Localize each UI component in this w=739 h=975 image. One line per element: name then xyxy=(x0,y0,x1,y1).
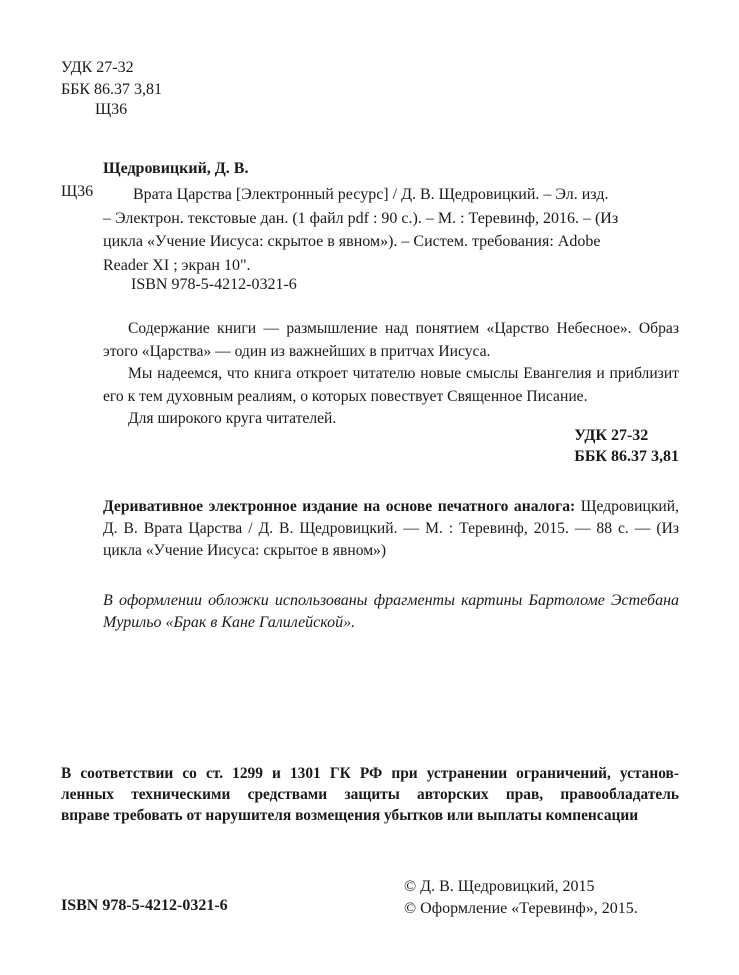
derivative-text: Щедровицкий, Д. В. Врата Царства / Д. В. Щедровицкий. — М. : Теревинф, 2015. — 88 с. — (Из цикла «Учение Иисуса: скрытое в явном») xyxy=(103,498,679,559)
annotation-paragraph: Мы надеемся, что книга откроет читателю новые смыслы Евангелия и приблизит его к тем духовным реалиям, о которых повествует Священное Писание. xyxy=(103,365,679,405)
annotation-paragraph: Содержание книги — размышление над понятием «Царство Небесное». Образ этого «Царства» — один из важнейших в притчах Иисуса. xyxy=(103,320,679,360)
author-mark-top: Щ36 xyxy=(95,101,128,118)
udk-code-right: УДК 27-32 xyxy=(574,427,649,444)
isbn-record: ISBN 978-5-4212-0321-6 xyxy=(131,276,297,293)
derivative-lead: Деривативное электронное издание на основе печатного аналога: xyxy=(103,498,576,515)
author-heading: Щедровицкий, Д. В. xyxy=(103,160,249,177)
rights-line: вправе требовать от нарушителя возмещения убытков или выплаты компенсации xyxy=(61,807,639,824)
bbk-code: ББК 86.37 3,81 xyxy=(61,81,163,98)
copyright-design: © Оформление «Теревинф», 2015. xyxy=(404,900,638,917)
copyright-block xyxy=(404,876,638,920)
classification-block-right xyxy=(574,425,679,467)
derivative-edition-note xyxy=(103,496,679,562)
description-line: Reader XI ; экран 10". xyxy=(103,256,251,274)
classification-block xyxy=(61,57,162,101)
bbk-code-right: ББК 86.37 3,81 xyxy=(574,448,679,465)
isbn-footer: ISBN 978-5-4212-0321-6 xyxy=(61,897,228,914)
udk-code: УДК 27-32 xyxy=(61,59,134,76)
cover-note: В оформлении обложки использованы фрагменты картины Бартоломе Эстебана Мурильо «Брак в Кане Галилейской». xyxy=(103,592,679,631)
description-line: Врата Царства [Электронный ресурс] / Д. В. Щедровицкий. – Эл. изд. xyxy=(133,186,609,203)
annotation-paragraph: Для широкого круга читателей. xyxy=(128,410,337,427)
annotation xyxy=(103,318,679,431)
author-mark: Щ36 xyxy=(61,183,94,200)
rights-line: В соответствии со ст. 1299 и 1301 ГК РФ при устранении ограничений, установ- xyxy=(61,765,679,782)
description-line: – Электрон. текстовые дан. (1 файл pdf : 90 с.). – М. : Теревинф, 2016. – (Из xyxy=(103,209,619,227)
bibliographic-description xyxy=(103,183,679,277)
copyright-author: © Д. В. Щедровицкий, 2015 xyxy=(404,878,595,895)
rights-notice xyxy=(61,763,679,826)
description-line: цикла «Учение Иисуса: скрытое в явном»). – Систем. требования: Adobe xyxy=(103,233,601,250)
rights-line: ленных техническими средствами защиты авторских прав, правообладатель xyxy=(61,786,679,803)
